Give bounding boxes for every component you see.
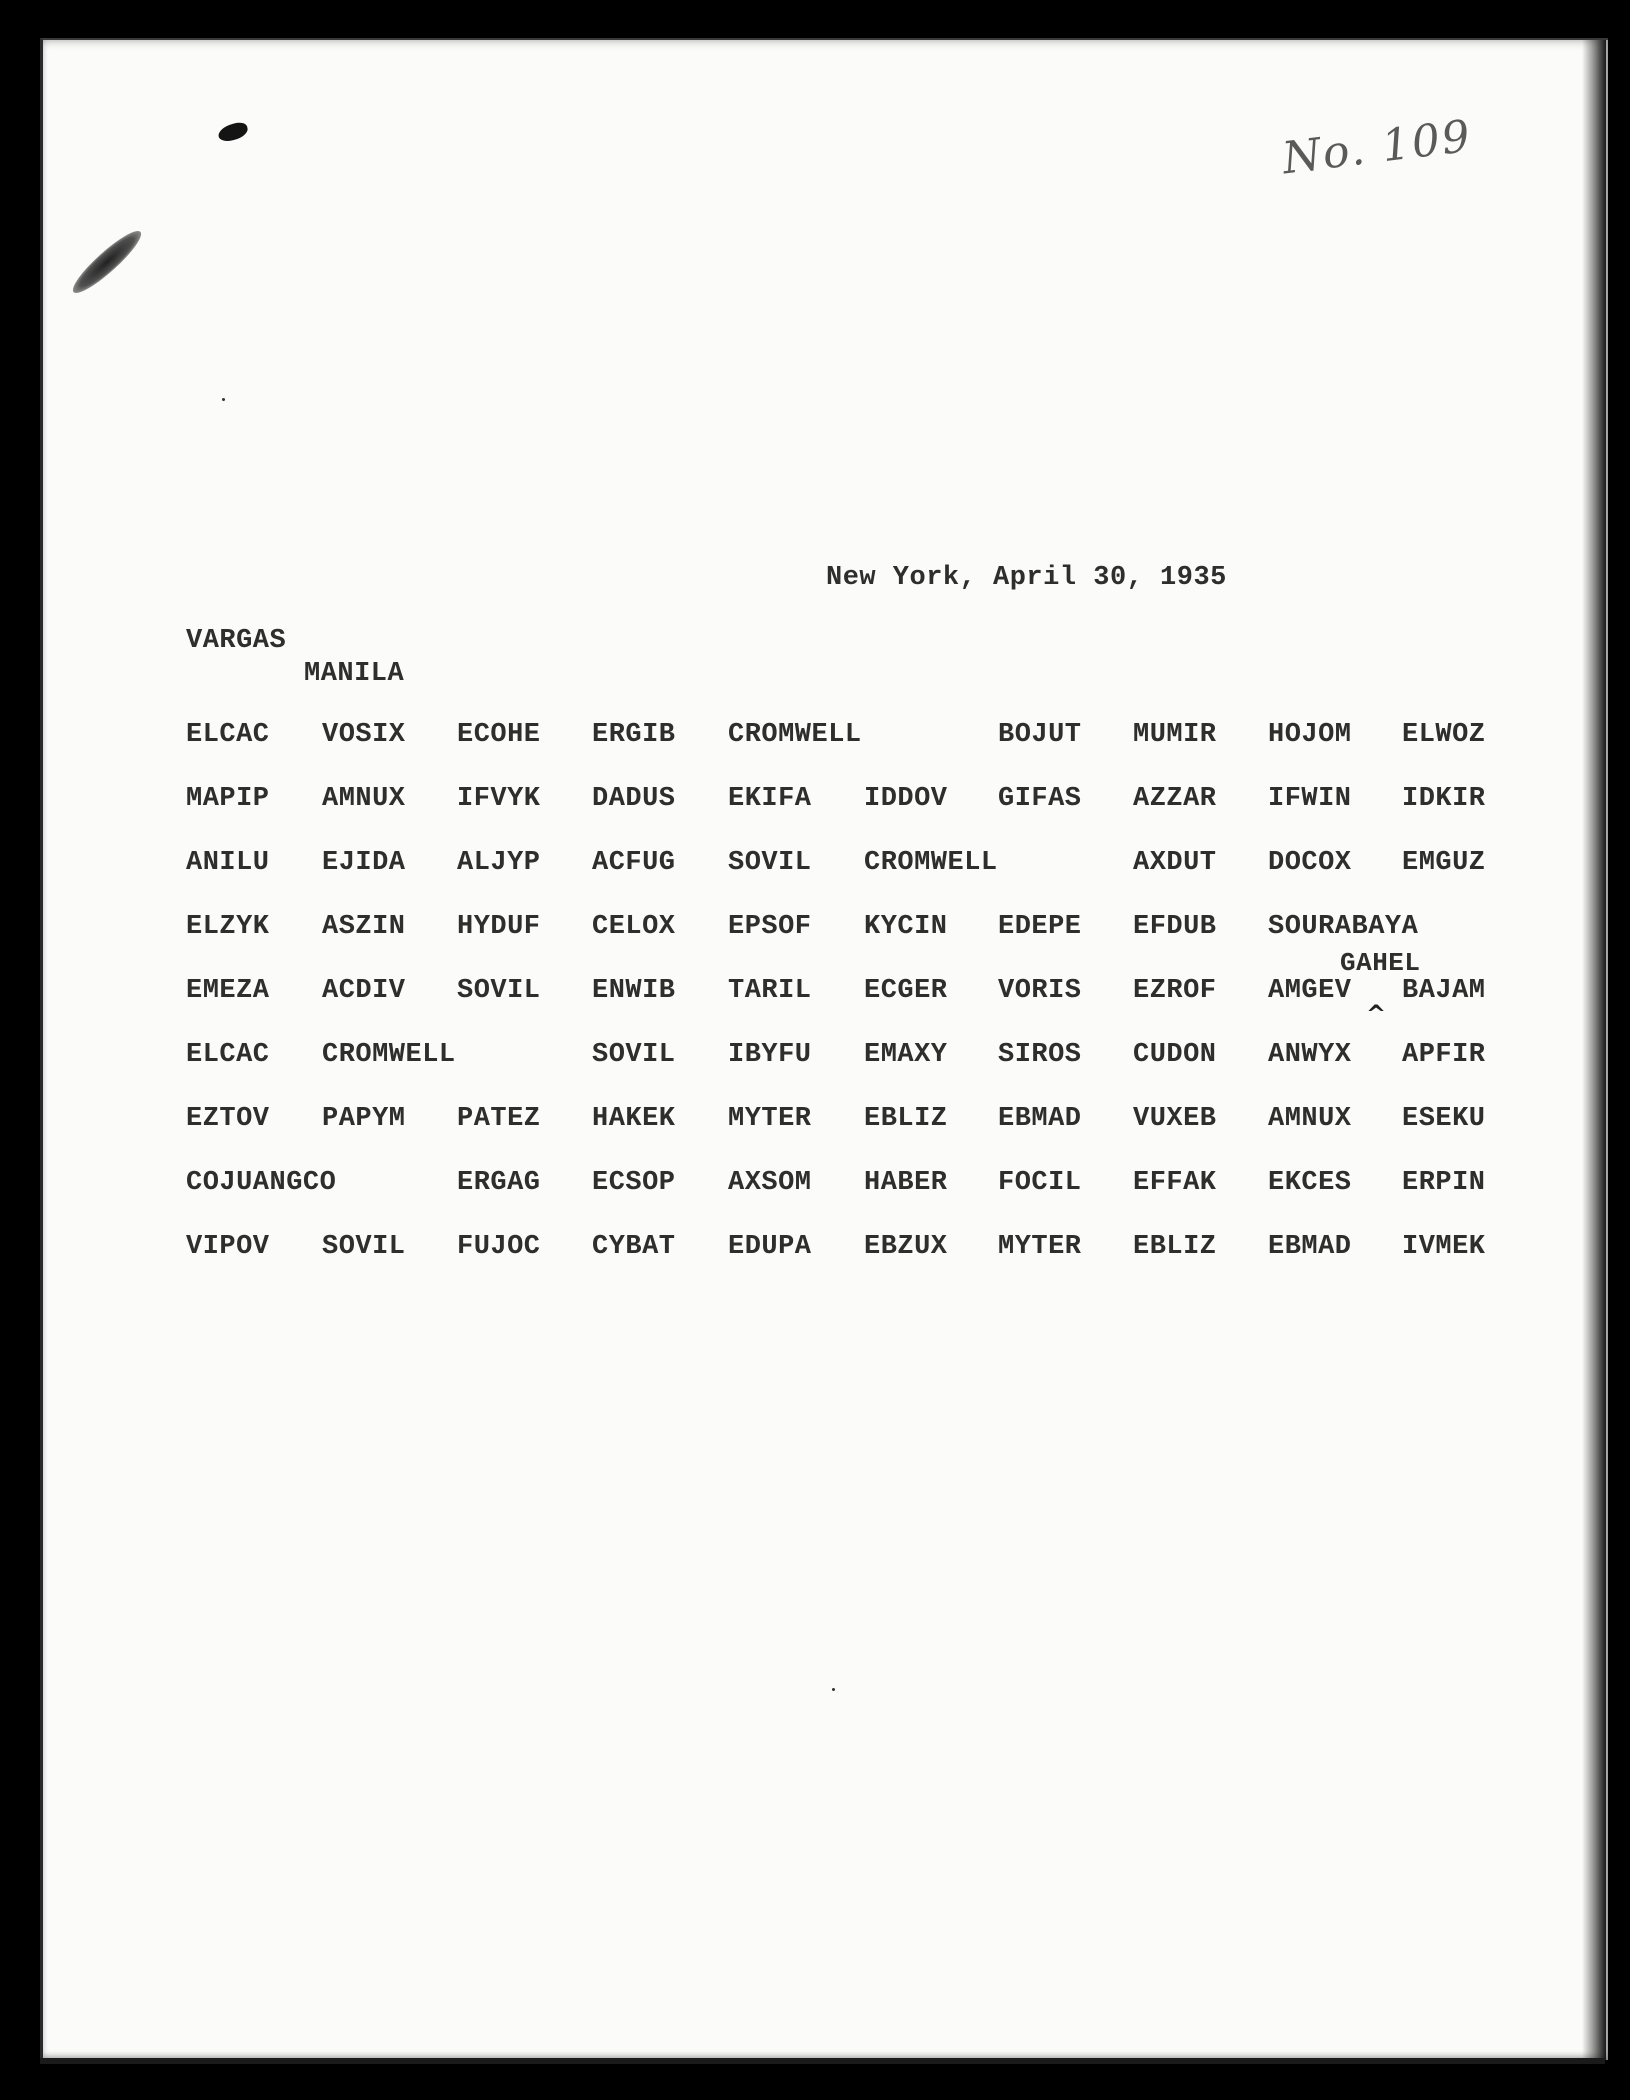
- code-group: ASZIN: [322, 912, 406, 942]
- code-group: CROMWELL: [728, 720, 862, 750]
- code-group: PAPYM: [322, 1104, 406, 1134]
- code-group: ANILU: [186, 848, 270, 878]
- code-group: SOVIL: [728, 848, 812, 878]
- code-group: EBMAD: [1268, 1232, 1352, 1262]
- code-group: EZROF: [1133, 976, 1217, 1006]
- code-group: EMGUZ: [1402, 848, 1486, 878]
- code-group: ACDIV: [322, 976, 406, 1006]
- page-edge-shadow: [1582, 40, 1606, 2060]
- code-group: ECSOP: [592, 1168, 676, 1198]
- code-group: AXDUT: [1133, 848, 1217, 878]
- code-group: TARIL: [728, 976, 812, 1006]
- code-group: HOJOM: [1268, 720, 1352, 750]
- code-group: ESEKU: [1402, 1104, 1486, 1134]
- code-group: EFDUB: [1133, 912, 1217, 942]
- inserted-code-word: GAHEL: [1340, 948, 1421, 978]
- code-group: CROMWELL: [864, 848, 998, 878]
- code-group: ELCAC: [186, 720, 270, 750]
- code-group: EPSOF: [728, 912, 812, 942]
- code-group: IBYFU: [728, 1040, 812, 1070]
- code-group: ACFUG: [592, 848, 676, 878]
- code-group: MYTER: [728, 1104, 812, 1134]
- code-group: KYCIN: [864, 912, 948, 942]
- code-group: DOCOX: [1268, 848, 1352, 878]
- page-bottom-edge: [40, 2058, 1605, 2064]
- code-group: VOSIX: [322, 720, 406, 750]
- code-group: ERGIB: [592, 720, 676, 750]
- code-group: EMEZA: [186, 976, 270, 1006]
- code-group: EBLIZ: [1133, 1232, 1217, 1262]
- code-group: EFFAK: [1133, 1168, 1217, 1198]
- code-group: EDUPA: [728, 1232, 812, 1262]
- code-group: BAJAM: [1402, 976, 1486, 1006]
- code-group: ERPIN: [1402, 1168, 1486, 1198]
- code-group: SOVIL: [457, 976, 541, 1006]
- code-group: EBZUX: [864, 1232, 948, 1262]
- code-group: ELWOZ: [1402, 720, 1486, 750]
- code-group: ELZYK: [186, 912, 270, 942]
- code-group: ECGER: [864, 976, 948, 1006]
- code-group: VIPOV: [186, 1232, 270, 1262]
- code-group: FUJOC: [457, 1232, 541, 1262]
- code-group: FOCIL: [998, 1168, 1082, 1198]
- code-group: ECOHE: [457, 720, 541, 750]
- code-group: IDKIR: [1402, 784, 1486, 814]
- code-group: GIFAS: [998, 784, 1082, 814]
- dateline: New York, April 30, 1935: [826, 563, 1227, 593]
- code-group: SOVIL: [592, 1040, 676, 1070]
- code-group: EDEPE: [998, 912, 1082, 942]
- code-group: MUMIR: [1133, 720, 1217, 750]
- code-group: CROMWELL: [322, 1040, 456, 1070]
- code-group: VORIS: [998, 976, 1082, 1006]
- code-group: MYTER: [998, 1232, 1082, 1262]
- code-group: DADUS: [592, 784, 676, 814]
- paper-speck: [222, 398, 225, 401]
- destination-city: MANILA: [304, 659, 405, 689]
- code-group: EZTOV: [186, 1104, 270, 1134]
- code-group: APFIR: [1402, 1040, 1486, 1070]
- handwritten-document-number: No. 109: [1279, 110, 1475, 185]
- code-group: AMNUX: [1268, 1104, 1352, 1134]
- code-group: IVMEK: [1402, 1232, 1486, 1262]
- code-group: HYDUF: [457, 912, 541, 942]
- code-group: EKCES: [1268, 1168, 1352, 1198]
- code-group: SIROS: [998, 1040, 1082, 1070]
- code-group: BOJUT: [998, 720, 1082, 750]
- code-group: CUDON: [1133, 1040, 1217, 1070]
- code-group: SOVIL: [322, 1232, 406, 1262]
- paper-speck: [832, 1688, 835, 1691]
- code-group: AMNUX: [322, 784, 406, 814]
- code-group: IDDOV: [864, 784, 948, 814]
- code-group: IFWIN: [1268, 784, 1352, 814]
- code-group: EKIFA: [728, 784, 812, 814]
- code-group: CYBAT: [592, 1232, 676, 1262]
- insertion-caret-mark: ^: [1366, 1000, 1387, 1028]
- code-group: ERGAG: [457, 1168, 541, 1198]
- code-group: ANWYX: [1268, 1040, 1352, 1070]
- code-group: MAPIP: [186, 784, 270, 814]
- code-group: PATEZ: [457, 1104, 541, 1134]
- code-group: EJIDA: [322, 848, 406, 878]
- code-group: ALJYP: [457, 848, 541, 878]
- code-group: EMAXY: [864, 1040, 948, 1070]
- typed-document-page: [40, 38, 1608, 2060]
- code-group: EBMAD: [998, 1104, 1082, 1134]
- code-group: ENWIB: [592, 976, 676, 1006]
- code-group: IFVYK: [457, 784, 541, 814]
- code-group: COJUANGCO: [186, 1168, 337, 1198]
- code-group: EBLIZ: [864, 1104, 948, 1134]
- code-group: HABER: [864, 1168, 948, 1198]
- code-group: AZZAR: [1133, 784, 1217, 814]
- code-group: ELCAC: [186, 1040, 270, 1070]
- code-group: AMGEV: [1268, 976, 1352, 1006]
- code-group: CELOX: [592, 912, 676, 942]
- addressee-name: VARGAS: [186, 626, 287, 656]
- code-group: SOURABAYA: [1268, 912, 1419, 942]
- code-group: AXSOM: [728, 1168, 812, 1198]
- code-group: HAKEK: [592, 1104, 676, 1134]
- code-group: VUXEB: [1133, 1104, 1217, 1134]
